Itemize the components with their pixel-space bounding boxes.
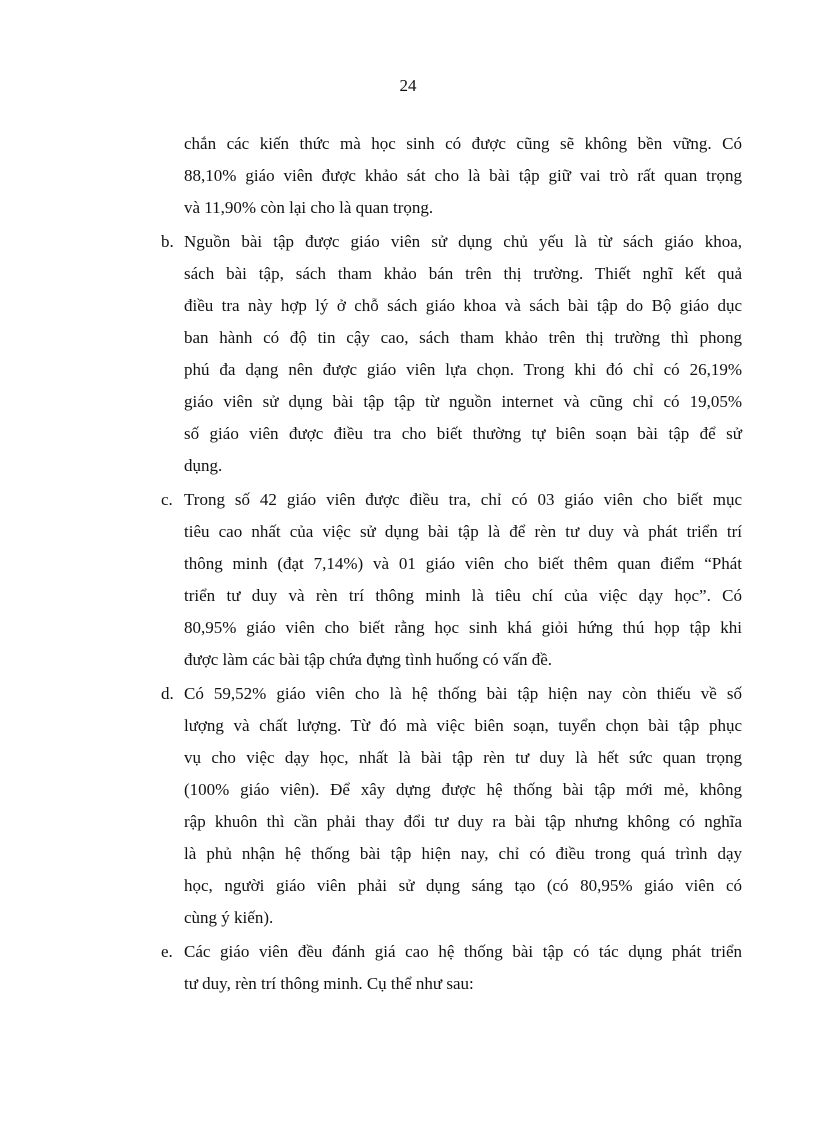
- list-marker: d.: [161, 684, 174, 703]
- text-line: lượng và chất lượng. Từ đó mà việc biên soạn, tuyển chọn bài tập phục: [184, 716, 742, 735]
- text-line: sách bài tập, sách tham khảo bán trên thị trường. Thiết nghĩ kết quả: [184, 264, 742, 283]
- text-line: tiêu cao nhất của việc sử dụng bài tập là để rèn tư duy và phát triển trí: [184, 522, 742, 541]
- text-line: và 11,90% còn lại cho là quan trọng.: [184, 198, 434, 217]
- text-line: số giáo viên được điều tra cho biết thường tự biên soạn bài tập để sử: [184, 424, 742, 443]
- list-item-b: [150, 226, 742, 482]
- text-line: học, người giáo viên phải sử dụng sáng tạo (có 80,95% giáo viên có: [184, 876, 742, 895]
- text-line: Nguồn bài tập được giáo viên sử dụng chủ yếu là từ sách giáo khoa,: [184, 232, 742, 251]
- text-line: là phủ nhận hệ thống bài tập hiện nay, chỉ có điều trong quá trình dạy: [184, 844, 742, 863]
- text-line: triển tư duy và rèn trí thông minh là tiêu chí của việc dạy học”. Có: [184, 586, 742, 605]
- text-line: dụng.: [184, 456, 223, 475]
- text-line: ban hành có độ tin cậy cao, sách tham khảo trên thị trường thì phong: [184, 328, 742, 347]
- text-line: (100% giáo viên). Để xây dựng được hệ thống bài tập mới mẻ, không: [184, 780, 742, 799]
- list-item-c: [150, 484, 742, 676]
- text-line: vụ cho việc dạy học, nhất là bài tập rèn tư duy là hết sức quan trọng: [184, 748, 742, 767]
- text-line: 80,95% giáo viên cho biết rằng học sinh khá giỏi hứng thú họp tập khi: [184, 618, 742, 637]
- list-marker: c.: [161, 490, 173, 509]
- text-line: Trong số 42 giáo viên được điều tra, chỉ có 03 giáo viên cho biết mục: [184, 490, 742, 509]
- text-line: phú đa dạng nên được giáo viên lựa chọn. Trong khi đó chỉ có 26,19%: [184, 360, 742, 379]
- page-number: 24: [399, 76, 417, 95]
- text-line: Các giáo viên đều đánh giá cao hệ thống bài tập có tác dụng phát triển: [184, 942, 742, 961]
- document-body: [150, 128, 742, 1000]
- text-line: cùng ý kiến).: [184, 908, 274, 927]
- text-line: Có 59,52% giáo viên cho là hệ thống bài tập hiện nay còn thiếu về số: [184, 684, 742, 703]
- text-line: giáo viên sử dụng bài tập tập từ nguồn internet và cũng chỉ có 19,05%: [184, 392, 742, 411]
- text-line: tư duy, rèn trí thông minh. Cụ thể như sau:: [184, 974, 474, 993]
- text-line: 88,10% giáo viên được khảo sát cho là bài tập giữ vai trò rất quan trọng: [184, 166, 742, 185]
- text-line: được làm các bài tập chứa đựng tình huống có vấn đề.: [184, 650, 553, 669]
- text-line: chắn các kiến thức mà học sinh có được cũng sẽ không bền vững. Có: [184, 134, 742, 153]
- text-line: rập khuôn thì cần phải thay đổi tư duy ra bài tập nhưng không có nghĩa: [184, 812, 742, 831]
- paragraph-continuation: [150, 128, 742, 224]
- text-line: điều tra này hợp lý ở chỗ sách giáo khoa và sách bài tập do Bộ giáo dục: [184, 296, 742, 315]
- list-item-d: [150, 678, 742, 934]
- list-item-e: [150, 936, 742, 1000]
- text-line: thông minh (đạt 7,14%) và 01 giáo viên cho biết thêm quan điểm “Phát: [184, 554, 742, 573]
- list-marker: e.: [161, 942, 173, 961]
- list-marker: b.: [161, 232, 174, 251]
